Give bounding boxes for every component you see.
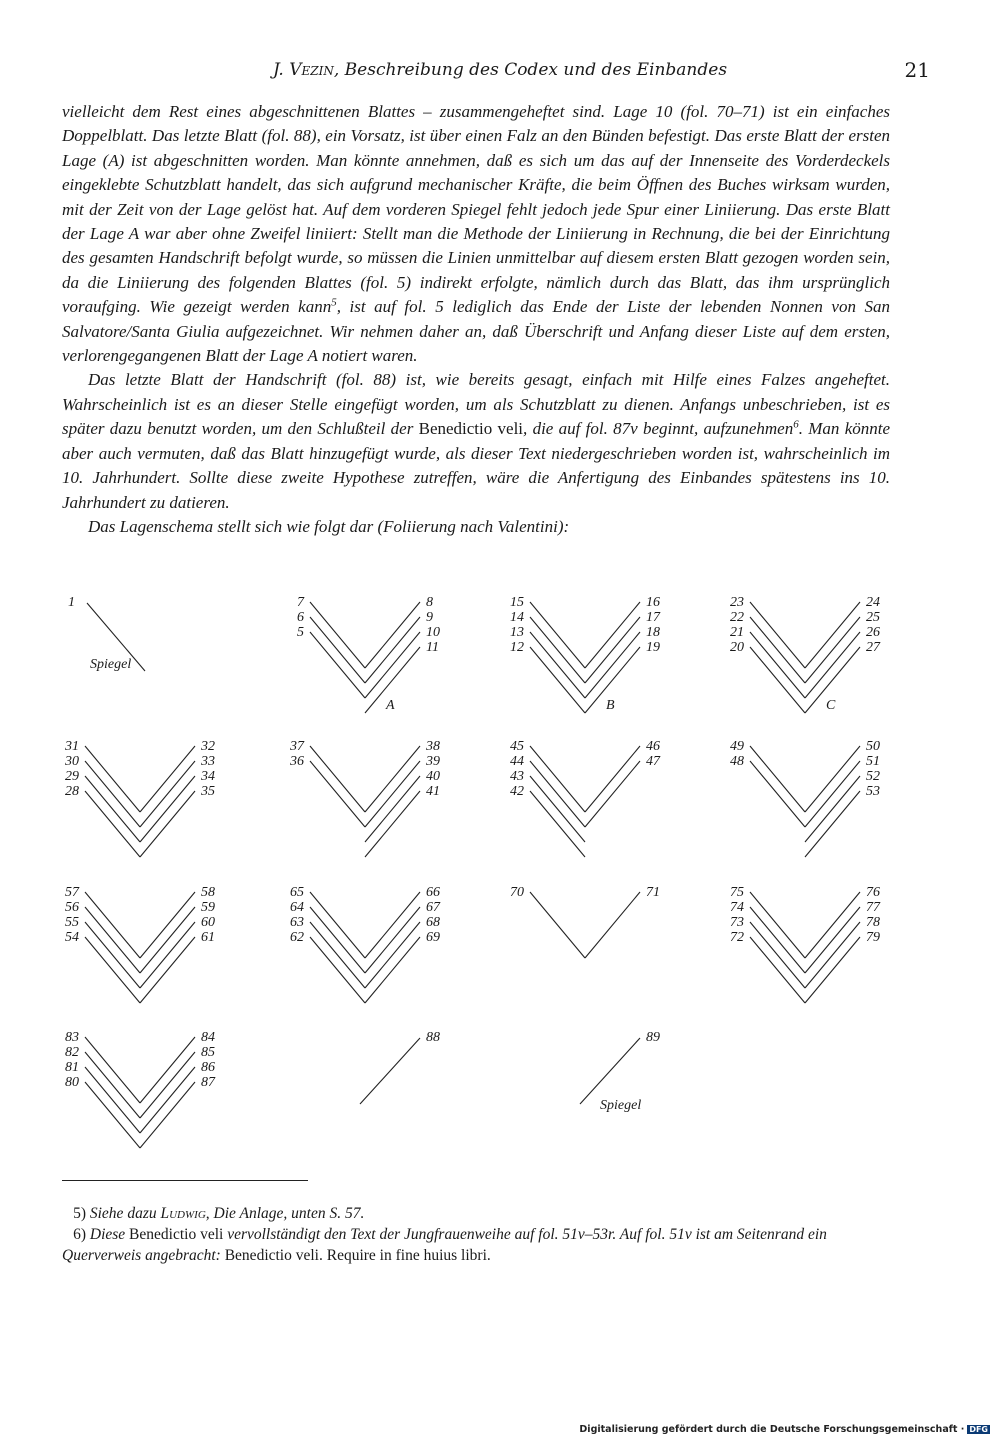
- leaf-line: [140, 922, 195, 988]
- folio-number: 29: [65, 769, 79, 784]
- folio-number: 50: [866, 739, 880, 754]
- leaf-line: [365, 746, 420, 812]
- footnote-6: [62, 1224, 890, 1266]
- folio-number: 43: [510, 769, 524, 784]
- credit-text: Digitalisierung gefördert durch die Deutsche Forschungsgemeinschaft ·: [579, 1424, 965, 1435]
- leaf-line: [530, 617, 585, 683]
- leaf-line: [530, 791, 585, 857]
- folio-number: 27: [866, 640, 880, 655]
- body-text: [62, 100, 890, 539]
- folio-number: 23: [730, 595, 744, 610]
- paragraph-2-part-a: Das letzte Blatt der Handschrift (fol. 88) ist, wie bereits gesagt, einfach mit Hilfe eines Falzes angeheftet. Wahrscheinlich ist es an dieser Stelle eingefügt worden, um als Schutzblatt zu dienen. Anfangs unbeschrieben, ist es später dazu benutzt worden, um den Schlußteil der: [62, 370, 890, 439]
- quire-lage-a: [297, 595, 440, 713]
- leaf-line: [310, 892, 365, 958]
- quire-letter: A: [386, 698, 395, 713]
- paragraph-1: [62, 100, 890, 368]
- leaf-line: [805, 907, 860, 973]
- folio-number: 19: [646, 640, 660, 655]
- folio-number: 13: [510, 625, 524, 640]
- leaf-line: [140, 1037, 195, 1103]
- leaf-line: [750, 632, 805, 698]
- leaf-line: [85, 1067, 140, 1133]
- leaf-line: [585, 602, 640, 668]
- folio-number: 6: [297, 610, 304, 625]
- leaf-line: [530, 647, 585, 713]
- folio-number: 36: [290, 754, 304, 769]
- leaf-line: [365, 892, 420, 958]
- footnote-ref-6[interactable]: 6: [793, 418, 799, 431]
- folio-number: 46: [646, 739, 660, 754]
- leaf-line: [310, 602, 365, 668]
- leaf-line: [365, 907, 420, 973]
- quire-lage-28: [64, 739, 215, 857]
- quire-lage-62: [290, 885, 441, 1003]
- leaf-line: [530, 632, 585, 698]
- paragraph-2-part-c: . Man könnte aber auch vermuten, daß das Blatt hinzugefügt wurde, als dieser Text niedergeschrieben worden ist, wahrscheinlich im 10. Jahrhundert. Sollte diese zweite Hypothese zutreffen, wäre die Anfertigung des Einbandes spätestens ins 10. Jahrhundert zu datieren.: [62, 419, 891, 512]
- leaf-line: [310, 922, 365, 988]
- folio-number: 17: [646, 610, 660, 625]
- folio-number: 5: [297, 625, 304, 640]
- folio-number: 38: [426, 739, 440, 754]
- leaf-line: [580, 1038, 640, 1104]
- folio-number: 12: [510, 640, 524, 655]
- folio-number: 58: [201, 885, 215, 900]
- folio-number: 87: [201, 1075, 215, 1090]
- folio-number: 73: [730, 915, 744, 930]
- footnote-5: [62, 1203, 890, 1224]
- leaf-line: [585, 892, 640, 958]
- leaf-line: [140, 746, 195, 812]
- leaf-line: [750, 761, 805, 827]
- leaf-line: [310, 746, 365, 812]
- leaf-line: [750, 602, 805, 668]
- leaf-line: [365, 776, 420, 842]
- folio-number: 81: [65, 1060, 79, 1075]
- folio-number: 62: [290, 930, 304, 945]
- leaf-line: [750, 892, 805, 958]
- leaf-line: [750, 907, 805, 973]
- leaf-line: [140, 1067, 195, 1133]
- leaf-line: [805, 922, 860, 988]
- folio-number: 45: [510, 739, 524, 754]
- paragraph-1-part-a: vielleicht dem Rest eines abgeschnittenen Blattes – zusammengeheftet sind. Lage 10 (fol. 70–71) ist ein einfaches Doppelblatt. Das letzte Blatt (fol. 88), ein Vorsatz, ist über einen Falz an den Bünden befestigt. Das erste Blatt der ersten Lage (A) ist abgeschnitten worden. Man könnte annehmen, daß es sich um das auf der Innenseite des Vorderdeckels eingeklebte Schutzblatt handelt, das sich aufgrund mechanischer Kräfte, die beim Öffnen des Buches wirksam wurden, mit der Zeit von der Lage gelöst hat. Auf dem vorderen Spiegel fehlt jedoch jede Spur einer Liniierung. Das erste Blatt der Lage A war aber ohne Zweifel liniiert: Stellt man die Methode der Liniierung in Rechnung, die bei der Einrichtung des gesamten Handschrift befolgt wurde, so müssen die Linien unmittelbar auf diesem ersten Blatt gezogen worden sein, da die Liniierung des folgenden Blattes (fol. 5) indirekt erfolgte, nämlich durch das Blatt, das ihm ursprünglich voraufging. Wie gezeigt werden kann: [62, 102, 890, 317]
- leaf-line: [805, 761, 860, 827]
- folio-number: 16: [646, 595, 660, 610]
- folio-number: 64: [290, 900, 304, 915]
- leaf-line: [805, 776, 860, 842]
- folio-number: 25: [866, 610, 880, 625]
- leaf-line: [805, 937, 860, 1003]
- quire-fol-88: [360, 1030, 440, 1104]
- paragraph-1-part-b: , ist auf fol. 5 lediglich das Ende der Liste der lebenden Nonnen von San Salvatore/Santa Giulia aufgezeichnet. Wir nehmen daher an, daß Überschrift und Anfang dieser Liste auf dem ersten, verlorengegangenen Blatt der Lage A notiert waren.: [62, 297, 891, 366]
- folio-number: 18: [646, 625, 660, 640]
- folio-number: 77: [866, 900, 880, 915]
- folio-number: 48: [730, 754, 744, 769]
- folio-number: 88: [426, 1030, 440, 1045]
- folio-number: 61: [201, 930, 215, 945]
- leaf-line: [310, 632, 365, 698]
- folio-number: 1: [68, 595, 75, 610]
- footnote-5-number: 5): [73, 1205, 86, 1222]
- quire-fol-1: [68, 595, 145, 672]
- folio-number: 10: [426, 625, 440, 640]
- leaf-line: [530, 746, 585, 812]
- folio-number: 47: [646, 754, 660, 769]
- dfg-logo: DFG: [969, 1425, 988, 1434]
- leaf-line: [360, 1038, 420, 1104]
- folio-number: 28: [65, 784, 79, 799]
- folio-number: 52: [866, 769, 880, 784]
- leaf-line: [85, 892, 140, 958]
- leaf-line: [365, 922, 420, 988]
- paragraph-2: [62, 368, 890, 514]
- leaf-line: [140, 907, 195, 973]
- folio-number: 71: [646, 885, 660, 900]
- folio-number: 67: [426, 900, 440, 915]
- leaf-line: [140, 1052, 195, 1118]
- quire-lage-42: [510, 739, 661, 857]
- page-number: 21: [904, 58, 930, 82]
- folio-number: 65: [290, 885, 304, 900]
- spiegel-note: Spiegel: [600, 1098, 642, 1113]
- folio-number: 44: [510, 754, 524, 769]
- leaf-line: [85, 937, 140, 1003]
- footnote-5-text-a: Siehe dazu: [89, 1205, 161, 1222]
- leaf-line: [585, 617, 640, 683]
- footnote-5-text-b: , Die Anlage, unten S. 57.: [205, 1205, 365, 1222]
- folio-number: 42: [510, 784, 524, 799]
- leaf-line: [750, 937, 805, 1003]
- digitization-credit: [579, 1424, 990, 1435]
- folio-number: 69: [426, 930, 440, 945]
- folio-number: 59: [201, 900, 215, 915]
- folio-number: 86: [201, 1060, 215, 1075]
- quire-letter: B: [606, 698, 615, 713]
- folio-number: 37: [290, 739, 304, 754]
- folio-number: 49: [730, 739, 744, 754]
- folio-number: 85: [201, 1045, 215, 1060]
- folio-number: 70: [510, 885, 524, 900]
- quire-lage-70: [510, 885, 660, 958]
- leaf-line: [85, 746, 140, 812]
- folio-number: 74: [730, 900, 744, 915]
- leaf-line: [585, 761, 640, 827]
- leaf-line: [310, 907, 365, 973]
- folio-number: 83: [65, 1030, 79, 1045]
- leaf-line: [805, 602, 860, 668]
- folio-number: 72: [730, 930, 744, 945]
- author-name: Vezin: [289, 60, 334, 80]
- leaf-line: [85, 922, 140, 988]
- folio-number: 14: [510, 610, 524, 625]
- leaf-line: [140, 937, 195, 1003]
- leaf-line: [530, 776, 585, 842]
- folio-number: 9: [426, 610, 433, 625]
- leaf-line: [140, 761, 195, 827]
- footnote-6-number: 6): [73, 1226, 86, 1243]
- folio-number: 7: [297, 595, 304, 610]
- leaf-line: [365, 761, 420, 827]
- leaf-line: [85, 791, 140, 857]
- leaf-line: [310, 761, 365, 827]
- leaf-line: [85, 761, 140, 827]
- folio-number: 54: [65, 930, 79, 945]
- leaf-line: [585, 746, 640, 812]
- folio-number: 63: [290, 915, 304, 930]
- leaf-line: [365, 937, 420, 1003]
- quire-lage-54: [65, 885, 215, 1003]
- folio-number: 53: [866, 784, 880, 799]
- folio-number: 11: [426, 640, 439, 655]
- folio-number: 24: [866, 595, 880, 610]
- quire-lage-80: [65, 1030, 216, 1148]
- footnote-6-benedictio: Benedictio veli: [129, 1226, 224, 1243]
- leaf-line: [140, 1082, 195, 1148]
- folio-number: 68: [426, 915, 440, 930]
- author-initial: J.: [272, 60, 284, 80]
- folio-number: 31: [65, 739, 79, 754]
- paragraph-3: Das Lagenschema stellt sich wie folgt dar (Foliierung nach Valentini):: [88, 516, 570, 536]
- running-title: [60, 60, 940, 80]
- folio-number: 26: [866, 625, 880, 640]
- folio-number: 33: [201, 754, 215, 769]
- running-header: [60, 58, 940, 88]
- quire-fol-89: [580, 1030, 660, 1113]
- leaf-line: [530, 892, 585, 958]
- footnote-6-text-a: Diese: [89, 1226, 130, 1243]
- leaf-line: [750, 922, 805, 988]
- quire-diagram: [0, 575, 1000, 1155]
- leaf-line: [85, 1037, 140, 1103]
- chapter-title: , Beschreibung des Codex und des Einbandes: [333, 60, 728, 80]
- leaf-line: [750, 617, 805, 683]
- folio-number: 51: [866, 754, 880, 769]
- leaf-line: [310, 617, 365, 683]
- folio-number: 78: [866, 915, 880, 930]
- footnote-5-author: Ludwig: [160, 1205, 206, 1222]
- folio-number: 41: [426, 784, 440, 799]
- leaf-line: [805, 746, 860, 812]
- folio-number: 22: [730, 610, 744, 625]
- folio-number: 35: [201, 784, 215, 799]
- leaf-line: [85, 1052, 140, 1118]
- leaf-line: [310, 937, 365, 1003]
- leaf-line: [805, 791, 860, 857]
- leaf-line: [140, 791, 195, 857]
- folio-number: 80: [65, 1075, 79, 1090]
- leaf-line: [530, 761, 585, 827]
- leaf-line: [750, 647, 805, 713]
- leaf-line: [805, 892, 860, 958]
- footnote-6-text-b: vervollständigt den Text der Jungfrauenweihe auf fol. 51v–53r. Auf fol. 51v ist am Seitenrand ein Querverweis angebracht:: [62, 1226, 827, 1264]
- leaf-line: [805, 617, 860, 683]
- folio-number: 40: [426, 769, 440, 784]
- folio-number: 21: [730, 625, 744, 640]
- spiegel-note: Spiegel: [90, 657, 132, 672]
- leaf-line: [750, 746, 805, 812]
- leaf-line: [365, 602, 420, 668]
- folio-number: 30: [65, 754, 79, 769]
- benedictio-title: Benedictio veli: [418, 419, 524, 439]
- leaf-line: [140, 776, 195, 842]
- folio-number: 66: [426, 885, 440, 900]
- leaf-line: [530, 602, 585, 668]
- quire-lage-72: [730, 885, 881, 1003]
- folio-number: 15: [510, 595, 524, 610]
- leaf-line: [365, 791, 420, 857]
- leaf-line: [585, 632, 640, 698]
- folio-number: 75: [730, 885, 744, 900]
- folio-number: 76: [866, 885, 880, 900]
- folio-number: 82: [65, 1045, 79, 1060]
- folio-number: 34: [201, 769, 215, 784]
- quire-lage-48: [730, 739, 880, 857]
- footnote-6-quote: Benedictio veli. Require in fine huius libri.: [224, 1247, 491, 1264]
- paragraph-2-part-b: , die auf fol. 87v beginnt, aufzunehmen: [523, 419, 794, 439]
- folio-number: 55: [65, 915, 79, 930]
- leaf-line: [365, 617, 420, 683]
- leaf-line: [85, 776, 140, 842]
- footnote-ref-5[interactable]: 5: [331, 296, 337, 309]
- folio-number: 60: [201, 915, 215, 930]
- leaf-line: [140, 892, 195, 958]
- leaf-line: [365, 632, 420, 698]
- folio-number: 32: [201, 739, 215, 754]
- leaf-line: [805, 632, 860, 698]
- quire-lage-36: [289, 739, 440, 857]
- quire-lage-c: [730, 595, 881, 713]
- folio-number: 84: [201, 1030, 215, 1045]
- folio-number: 89: [646, 1030, 660, 1045]
- folio-number: 56: [65, 900, 79, 915]
- folio-number: 57: [65, 885, 79, 900]
- leaf-line: [85, 1082, 140, 1148]
- folio-number: 20: [730, 640, 744, 655]
- leaf-line: [85, 907, 140, 973]
- folio-number: 8: [426, 595, 433, 610]
- quire-lage-b: [510, 595, 661, 713]
- footnote-rule: [62, 1180, 308, 1181]
- quire-letter: C: [826, 698, 836, 713]
- folio-number: 79: [866, 930, 880, 945]
- folio-number: 39: [426, 754, 440, 769]
